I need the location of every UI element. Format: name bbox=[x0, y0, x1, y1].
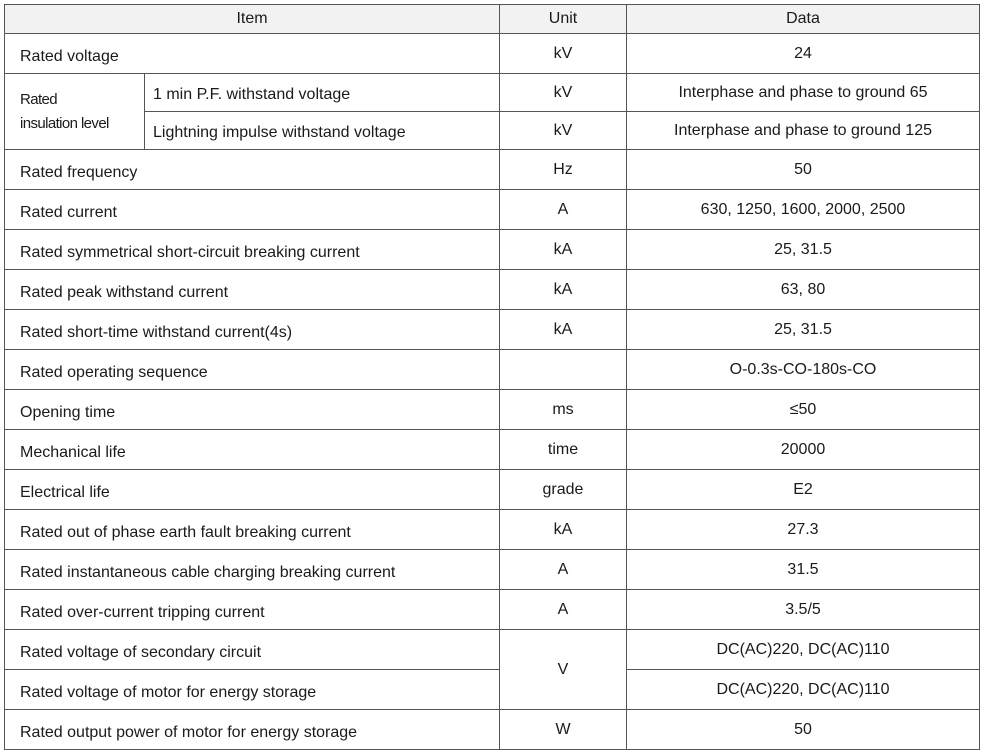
item-cell: Rated voltage of secondary circuit bbox=[5, 630, 500, 670]
item-cell: Rated instantaneous cable charging breaking current bbox=[5, 550, 500, 590]
table-row bbox=[5, 670, 980, 710]
unit-cell: A bbox=[500, 590, 627, 630]
table-row bbox=[5, 550, 980, 590]
unit-cell: kA bbox=[500, 230, 627, 270]
unit-cell: W bbox=[500, 710, 627, 750]
data-cell: 3.5/5 bbox=[627, 590, 980, 630]
data-cell: 20000 bbox=[627, 430, 980, 470]
item-cell: Rated current bbox=[5, 190, 500, 230]
table-row bbox=[5, 350, 980, 390]
item-cell: Rated voltage of motor for energy storage bbox=[5, 670, 500, 710]
data-cell: 27.3 bbox=[627, 510, 980, 550]
item-cell: Rated voltage bbox=[5, 34, 500, 74]
item-cell: Opening time bbox=[5, 390, 500, 430]
group-label-line1: Rated bbox=[20, 90, 58, 108]
table-row bbox=[5, 590, 980, 630]
item-cell: Rated output power of motor for energy storage bbox=[5, 710, 500, 750]
unit-cell: kA bbox=[500, 310, 627, 350]
data-cell: DC(AC)220, DC(AC)110 bbox=[627, 630, 980, 670]
unit-cell: grade bbox=[500, 470, 627, 510]
data-cell: 25, 31.5 bbox=[627, 310, 980, 350]
data-cell: Interphase and phase to ground 65 bbox=[627, 74, 980, 112]
unit-cell: kV bbox=[500, 112, 627, 150]
header-item: Item bbox=[5, 5, 500, 34]
item-cell: Lightning impulse withstand voltage bbox=[145, 112, 500, 150]
unit-cell: A bbox=[500, 550, 627, 590]
data-cell: DC(AC)220, DC(AC)110 bbox=[627, 670, 980, 710]
unit-cell: Hz bbox=[500, 150, 627, 190]
data-cell: 31.5 bbox=[627, 550, 980, 590]
table-row bbox=[5, 430, 980, 470]
unit-cell: kA bbox=[500, 270, 627, 310]
item-cell: Rated short-time withstand current(4s) bbox=[5, 310, 500, 350]
data-cell: 63, 80 bbox=[627, 270, 980, 310]
table-row bbox=[5, 34, 980, 74]
spec-table bbox=[4, 4, 980, 750]
unit-cell: time bbox=[500, 430, 627, 470]
data-cell: 24 bbox=[627, 34, 980, 74]
data-cell: 25, 31.5 bbox=[627, 230, 980, 270]
item-cell: 1 min P.F. withstand voltage bbox=[145, 74, 500, 112]
table-row bbox=[5, 630, 980, 670]
item-cell: Rated operating sequence bbox=[5, 350, 500, 390]
table-row bbox=[5, 470, 980, 510]
table-row bbox=[5, 510, 980, 550]
table-row bbox=[5, 150, 980, 190]
unit-cell: kV bbox=[500, 34, 627, 74]
item-cell: Rated over-current tripping current bbox=[5, 590, 500, 630]
data-cell: E2 bbox=[627, 470, 980, 510]
data-cell: Interphase and phase to ground 125 bbox=[627, 112, 980, 150]
data-cell: O-0.3s-CO-180s-CO bbox=[627, 350, 980, 390]
header-data: Data bbox=[627, 5, 980, 34]
group-cell bbox=[5, 74, 145, 150]
item-cell: Mechanical life bbox=[5, 430, 500, 470]
item-cell: Rated peak withstand current bbox=[5, 270, 500, 310]
header-row bbox=[5, 5, 980, 34]
table-row bbox=[5, 270, 980, 310]
item-cell: Electrical life bbox=[5, 470, 500, 510]
data-cell: 630, 1250, 1600, 2000, 2500 bbox=[627, 190, 980, 230]
header-unit: Unit bbox=[500, 5, 627, 34]
item-cell: Rated symmetrical short-circuit breaking current bbox=[5, 230, 500, 270]
unit-cell bbox=[500, 350, 627, 390]
item-cell: Rated out of phase earth fault breaking current bbox=[5, 510, 500, 550]
table-row bbox=[5, 190, 980, 230]
data-cell: 50 bbox=[627, 710, 980, 750]
table-row bbox=[5, 310, 980, 350]
unit-cell: kV bbox=[500, 74, 627, 112]
unit-cell: A bbox=[500, 190, 627, 230]
table-row bbox=[5, 390, 980, 430]
table-row bbox=[5, 112, 980, 150]
unit-cell: V bbox=[500, 630, 627, 710]
unit-cell: kA bbox=[500, 510, 627, 550]
table-row bbox=[5, 710, 980, 750]
group-label-line2: insulation level bbox=[20, 114, 109, 132]
data-cell: 50 bbox=[627, 150, 980, 190]
table-row bbox=[5, 230, 980, 270]
item-cell: Rated frequency bbox=[5, 150, 500, 190]
table-row bbox=[5, 74, 980, 112]
unit-cell: ms bbox=[500, 390, 627, 430]
data-cell: ≤50 bbox=[627, 390, 980, 430]
